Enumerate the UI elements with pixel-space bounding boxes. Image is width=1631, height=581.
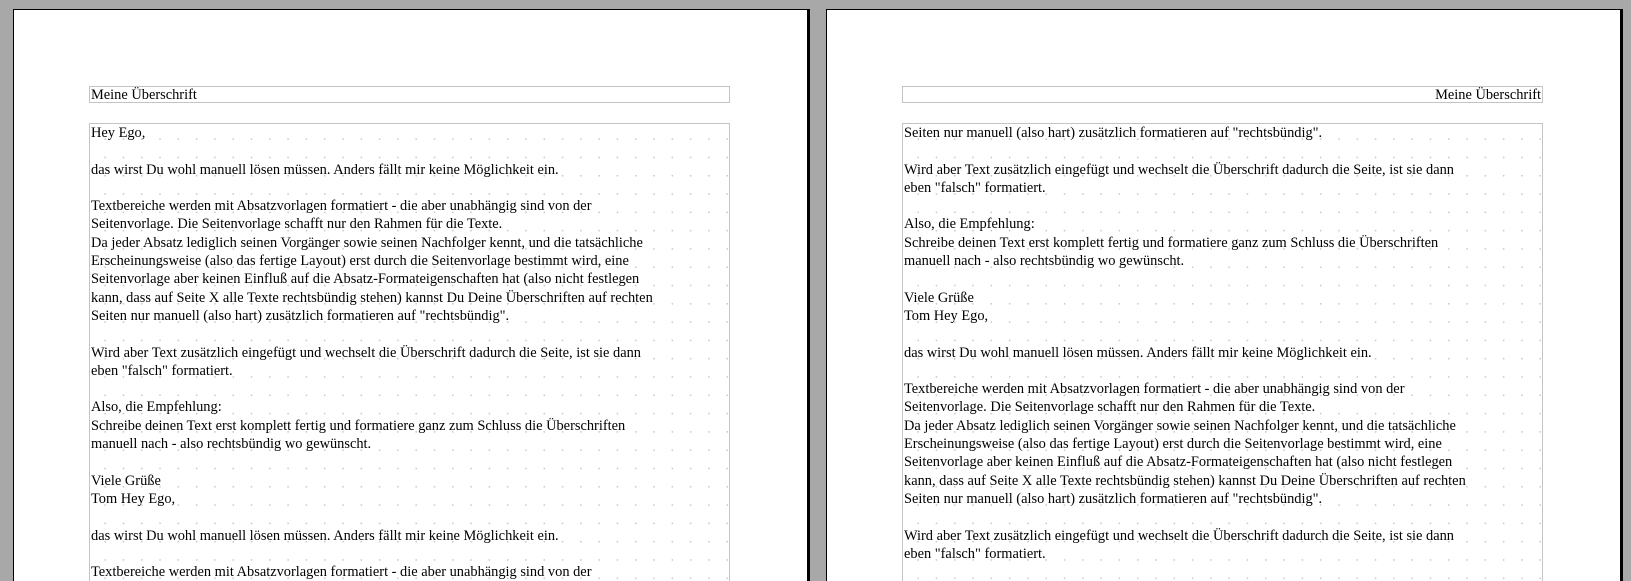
text-line[interactable]: Textbereiche werden mit Absatzvorlagen formatiert - die aber unabhängig sind von der [91, 198, 592, 215]
text-line[interactable]: Wird aber Text zusätzlich eingefügt und wechselt die Überschrift dadurch die Seite, ist sie dann [904, 527, 1455, 544]
header-heading[interactable]: Meine Überschrift [1435, 87, 1541, 103]
text-line[interactable]: Erscheinungsweise (also das fertige Layout) erst durch die Seitenvorlage bestimmt wird, eine [91, 253, 629, 270]
text-line[interactable]: Seitenvorlage. Die Seitenvorlage schafft nur den Rahmen für die Texte. [91, 216, 503, 233]
text-line[interactable] [91, 142, 723, 160]
text-line[interactable]: Viele Grüße [91, 472, 161, 489]
text-line[interactable]: manuell nach - also rechtsbündig wo gewünscht. [91, 436, 372, 453]
text-line[interactable]: manuell nach - also rechtsbündig wo gewünscht. [904, 253, 1185, 270]
body-text[interactable] [904, 124, 1536, 563]
text-line[interactable] [91, 380, 723, 398]
text-line[interactable]: Also, die Empfehlung: [91, 399, 222, 416]
text-line[interactable]: Hey Ego, [91, 125, 146, 141]
text-line[interactable] [91, 453, 723, 471]
text-line[interactable]: Da jeder Absatz lediglich seinen Vorgänger sowie seinen Nachfolger kennt, und die tatsächliche [904, 417, 1456, 434]
text-line[interactable]: das wirst Du wohl manuell lösen müssen. Anders fällt mir keine Möglichkeit ein. [91, 527, 559, 544]
text-line[interactable]: Seiten nur manuell (also hart) zusätzlich formatieren auf "rechtsbündig". [904, 125, 1323, 141]
text-line[interactable]: Schreibe deinen Text erst komplett fertig und formatiere ganz zum Schluss die Überschriften [904, 234, 1439, 251]
text-line[interactable]: das wirst Du wohl manuell lösen müssen. Anders fällt mir keine Möglichkeit ein. [91, 161, 559, 178]
text-line[interactable]: Seitenvorlage. Die Seitenvorlage schafft nur den Rahmen für die Texte. [904, 399, 1316, 416]
text-line[interactable]: eben "falsch" formatiert. [904, 545, 1046, 562]
text-line[interactable] [904, 142, 1536, 160]
text-line[interactable]: eben "falsch" formatiert. [91, 362, 233, 379]
text-line[interactable]: Seiten nur manuell (also hart) zusätzlich formatieren auf "rechtsbündig". [904, 490, 1323, 507]
text-line[interactable]: Tom Hey Ego, [904, 307, 989, 324]
text-line[interactable]: Seitenvorlage aber keinen Einfluß auf die Absatz-Formateigenschaften hat (also nicht festlegen [904, 454, 1453, 471]
text-line[interactable] [904, 508, 1536, 526]
text-line[interactable]: Viele Grüße [904, 289, 974, 306]
text-line[interactable] [904, 197, 1536, 215]
left-page[interactable] [13, 9, 808, 581]
text-line[interactable]: Erscheinungsweise (also das fertige Layout) erst durch die Seitenvorlage bestimmt wird, eine [904, 436, 1442, 453]
text-line[interactable] [91, 508, 723, 526]
text-line[interactable]: Seitenvorlage aber keinen Einfluß auf die Absatz-Formateigenschaften hat (also nicht festlegen [91, 271, 640, 288]
text-line[interactable] [91, 545, 723, 563]
text-line[interactable] [91, 325, 723, 343]
text-line[interactable]: Da jeder Absatz lediglich seinen Vorgänger sowie seinen Nachfolger kennt, und die tatsächliche [91, 234, 643, 251]
text-line[interactable]: Seiten nur manuell (also hart) zusätzlich formatieren auf "rechtsbündig". [91, 307, 510, 324]
header-frame[interactable] [89, 86, 730, 103]
text-line[interactable] [904, 325, 1536, 343]
right-page[interactable] [826, 9, 1621, 581]
text-line[interactable] [904, 270, 1536, 288]
header-heading[interactable]: Meine Überschrift [91, 87, 197, 103]
text-line[interactable]: kann, dass auf Seite X alle Texte rechtsbündig stehen) kannst Du Deine Überschriften auf rechten [91, 289, 653, 306]
text-line[interactable]: Textbereiche werden mit Absatzvorlagen formatiert - die aber unabhängig sind von der [91, 564, 592, 581]
text-line[interactable]: das wirst Du wohl manuell lösen müssen. Anders fällt mir keine Möglichkeit ein. [904, 344, 1372, 361]
text-line[interactable]: Wird aber Text zusätzlich eingefügt und wechselt die Überschrift dadurch die Seite, ist sie dann [904, 161, 1455, 178]
text-line[interactable] [904, 362, 1536, 380]
body-text[interactable] [91, 124, 723, 581]
text-line[interactable]: Wird aber Text zusätzlich eingefügt und wechselt die Überschrift dadurch die Seite, ist sie dann [91, 344, 642, 361]
text-line[interactable]: Schreibe deinen Text erst komplett fertig und formatiere ganz zum Schluss die Überschriften [91, 417, 626, 434]
header-frame[interactable] [902, 86, 1543, 103]
text-area[interactable] [89, 123, 730, 581]
text-line[interactable] [91, 179, 723, 197]
text-line[interactable]: eben "falsch" formatiert. [904, 179, 1046, 196]
text-line[interactable]: Tom Hey Ego, [91, 490, 176, 507]
text-area[interactable] [902, 123, 1543, 581]
text-line[interactable]: Textbereiche werden mit Absatzvorlagen formatiert - die aber unabhängig sind von der [904, 381, 1405, 398]
text-line[interactable]: kann, dass auf Seite X alle Texte rechtsbündig stehen) kannst Du Deine Überschriften auf rechten [904, 472, 1466, 489]
text-line[interactable]: Also, die Empfehlung: [904, 216, 1035, 233]
